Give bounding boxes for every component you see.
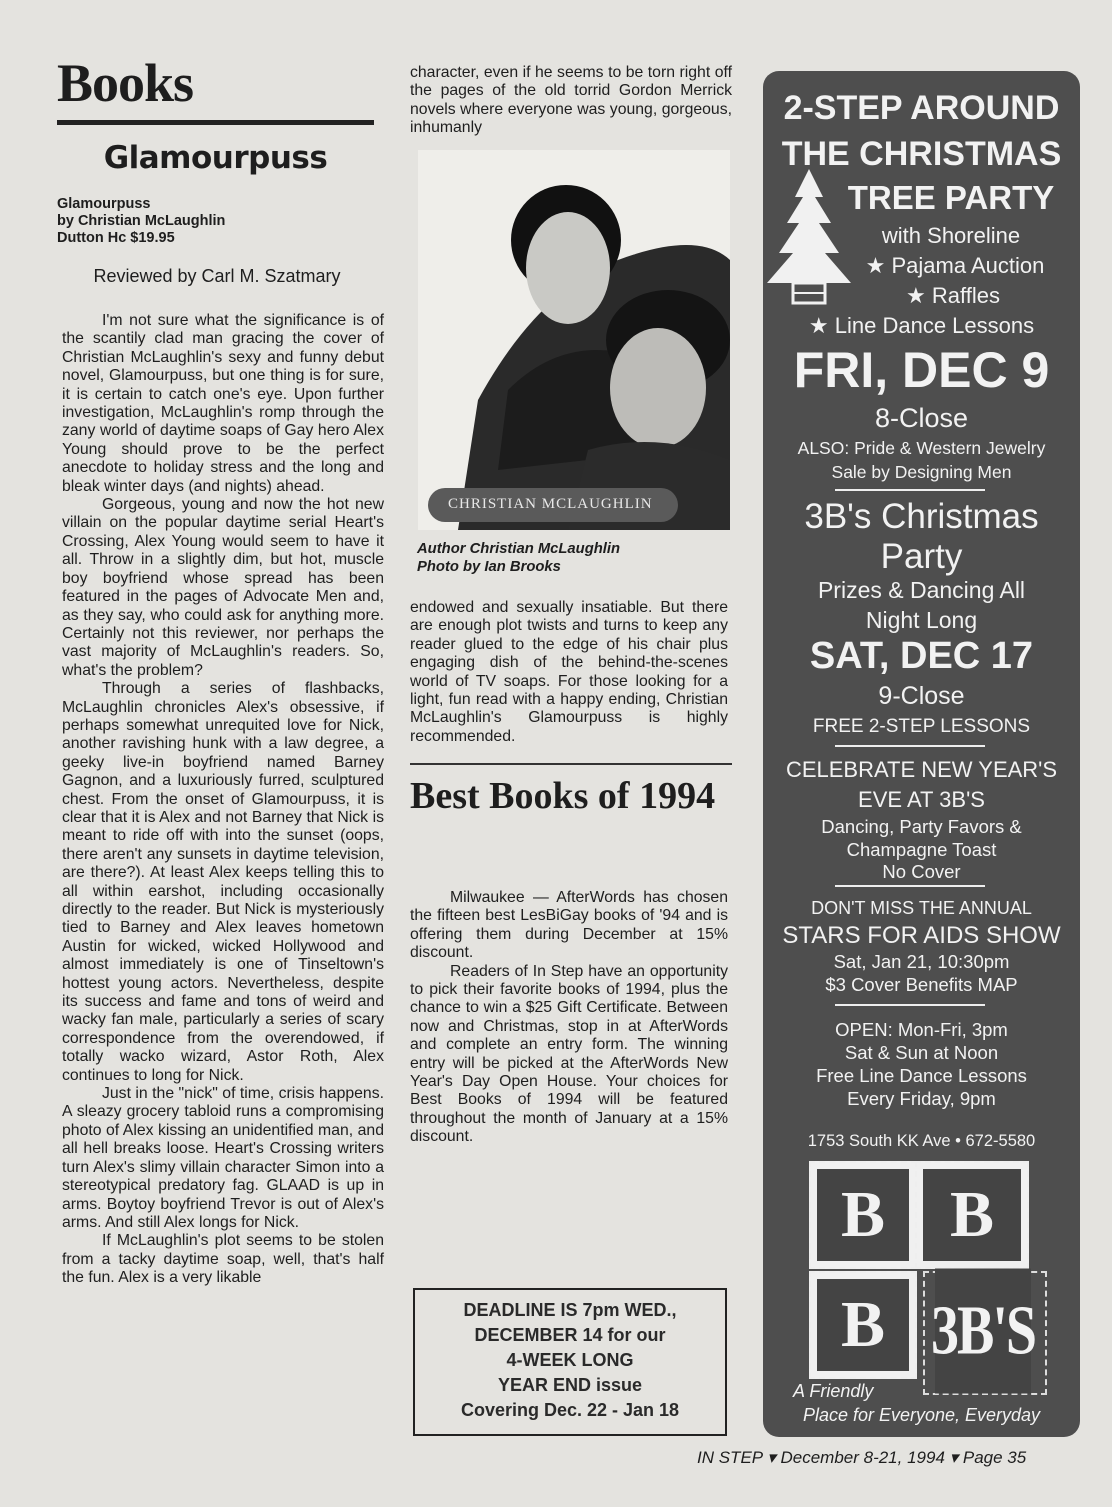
ad-party-desc-2: Night Long [865,607,978,633]
author-photo [418,150,730,530]
best-books-paragraph: Milwaukee — AfterWords has chosen the fifteen best LesBiGay books of '94 and is offering them during December at 15% discount. [410,889,728,962]
best-books-title: Best Books of 1994 [410,775,716,817]
ad-party-title-1: 3B's Christmas [804,497,1039,536]
ad-with-band: with Shoreline [881,223,1021,248]
ad-new-year-3: Dancing, Party Favors & [821,816,1022,837]
ad-divider [835,745,985,747]
ad-free-lessons: FREE 2-STEP LESSONS [812,716,1031,737]
ad-hours-1: OPEN: Mon-Fri, 3pm [835,1019,1008,1040]
book-publisher: Dutton Hc $19.95 [57,230,175,246]
deadline-line: Covering Dec. 22 - Jan 18 [460,1400,680,1420]
ad-headline-1: 2-STEP AROUND [783,89,1060,127]
ad-also-2: Sale by Designing Men [831,462,1012,482]
star-icon: ★ [808,314,829,339]
3bs-advertisement [763,71,1080,1437]
book-info [57,196,377,247]
christmas-tree-icon [765,167,853,307]
ad-feature-line-dance: ★ Line Dance Lessons [808,313,1035,339]
ad-show-cover: $3 Cover Benefits MAP [825,974,1018,995]
logo-3bs: 3B'S [923,1271,1047,1395]
photo-label: CHRISTIAN MCLAUGHLIN [448,496,653,512]
review-column-2-bottom [410,599,728,746]
book-author: by Christian McLaughlin [57,213,226,229]
deadline-line: DEADLINE IS 7pm WED., [463,1300,677,1320]
ad-feature-pajama: ★ Pajama Auction [865,253,1045,279]
review-paragraph: Gorgeous, young and now the hot new villain on the popular daytime serial Heart's Crossing, Alex Young would seem to have it all. Throw in a slightly dim, but hot, muscle boy boyfriend whose spread has been featured in the pages of Advocate Men and, as they say, who could ask for anything more. Certainly not this reviewer, nor perhaps the vast majority of McLaughlin's readers. So, what's the problem? [62,496,384,679]
page-footer: IN STEP ▾ December 8-21, 1994 ▾ Page 35 [697,1448,1027,1467]
review-paragraph: If McLaughlin's plot seems to be stolen from a tacky daytime soap, well, that's half the fun. Alex is a very likable [62,1232,384,1287]
ad-date-2: SAT, DEC 17 [809,635,1034,677]
ad-time-2: 9-Close [878,682,965,710]
reviewer-byline: Reviewed by Carl M. Szatmary [93,266,341,286]
review-paragraph: character, even if he seems to be torn right off the pages of the old torrid Gordon Merrick novels where everyone was young, gorgeous, inhumanly [410,64,732,137]
ad-stars-show: STARS FOR AIDS SHOW [782,922,1061,949]
article-divider [410,763,732,765]
ad-show-date: Sat, Jan 21, 10:30pm [833,951,1010,972]
ad-address: 1753 South KK Ave • 672-5580 [807,1132,1036,1150]
best-books-paragraph: Readers of In Step have an opportunity to pick their favorite books of 1994, plus the chance to win a $25 Gift Certificate. Between now and Christmas, stop in at AfterWords and complete an entry form. The winning entry will be picked at the AfterWords New Year's Day Open House. Your choices for Best Books of 1994 will be featured throughout the month of January at a 15% discount. [410,962,728,1146]
ad-time-1: 8-Close [874,403,969,433]
ad-new-year-5: No Cover [882,861,961,882]
ad-hours-4: Every Friday, 9pm [847,1088,996,1109]
author-photo-image [418,150,730,530]
star-icon: ★ [865,254,886,279]
ad-new-year-1: CELEBRATE NEW YEAR'S [785,757,1058,782]
ad-new-year-2: EVE AT 3B'S [858,787,985,812]
ad-divider [835,1004,985,1006]
review-column-2-top [410,64,732,138]
ad-tagline-1: A Friendly [793,1381,874,1401]
ad-also-1: ALSO: Pride & Western Jewelry [797,438,1046,458]
review-paragraph: endowed and sexually insatiable. But there are enough plot twists and turns to keep any reader glued to the edge of his chair plus engaging dish of the behind-the-scenes world of TV soaps. For those looking for a light, fun read with a happy ending, Christian McLaughlin's Glamourpuss is highly recommended. [410,599,728,745]
ad-divider [835,885,985,887]
ad-new-year-4: Champagne Toast [846,839,997,860]
star-icon: ★ [906,284,926,309]
deadline-line: DECEMBER 14 for our [474,1325,666,1345]
deadline-line: 4-WEEK LONG [506,1350,634,1370]
review-paragraph: I'm not sure what the significance is of the scantily clad man gracing the cover of Christian McLaughlin's sexy and funny debut novel, Glamourpuss, but one thing is for sure, it is certain to catch one's eye. Upon further investigation, McLaughlin's romp through the zany world of daytime soaps of Gay hero Alex Young should prove to be the perfect anecdote to holiday stress and the long and bleak winter days (and nights) ahead. [62,312,384,495]
caption-credit: Photo by Ian Brooks [417,559,561,575]
section-rule [57,120,374,125]
ad-feature-raffles: ★ Raffles [906,283,1000,309]
ad-headline-2: THE CHRISTMAS [781,135,1062,173]
logo-block-b: B [809,1271,917,1379]
logo-block-b: B [809,1161,917,1269]
ad-date-1: FRI, DEC 9 [793,342,1050,398]
review-paragraph: Through a series of flashbacks, McLaughlin chronicles Alex's obsessive, if perhaps somewhat unrequited love for Nick, another ravishing hunk with a law degree, a geeky live-in boyfriend named Barney Gagnon, and a luxuriously furred, sculptured chest. From the onset of Glamourpuss, it is clear that it is Alex and not Barney that Nick is meant to ride off with into the sunset (oops, there aren't any sunsets in daytime television, are there?). At least Alex keeps telling this to all within earshot, including occasionally directly to the reader. But Nick is mysteriously tied to Barney and Alex leaves hometown Austin for wicked, wicked Hollywood and almost immediately is one of Tinseltown's hottest young actors. Nevertheless, despite its success and fame and tons of weird and wacky fan male, particularly a series of scary correspondence from the overendowed, if totally wacko wizard, Astor Roth, Alex continues to long for Nick. [62,680,384,1084]
ad-divider [835,489,985,491]
photo-caption [417,540,620,576]
article-title: Glamourpuss [103,140,328,176]
ad-headline-3: TREE PARTY [847,179,1055,216]
ad-dont-miss: DON'T MISS THE ANNUAL [811,898,1032,918]
section-title: Books [57,53,194,113]
ad-tagline-2: Place for Everyone, Everyday [802,1405,1041,1425]
ad-hours-2: Sat & Sun at Noon [844,1042,999,1063]
review-column-1 [62,312,384,1288]
caption-author: Author Christian McLaughlin [417,541,621,557]
ad-party-desc-1: Prizes & Dancing All [817,577,1026,603]
deadline-line: YEAR END issue [497,1375,643,1395]
ad-hours-3: Free Line Dance Lessons [816,1065,1027,1086]
ad-party-title-2: Party [880,537,963,576]
logo-block-b: B [915,1161,1029,1269]
best-books-body [410,889,728,1147]
deadline-notice [413,1288,727,1436]
review-paragraph: Just in the "nick" of time, crisis happens. A sleazy grocery tabloid runs a compromising photo of Alex kissing an unidentified man, and all hell breaks loose. Heart's Crossing writers turn Alex's slimy villain character Simon into a stereotypical predatory fag. GLAAD is up in arms. Boytoy boyfriend Trevor is out of Alex's arms. And still Alex longs for Nick. [62,1085,384,1231]
book-title: Glamourpuss [57,196,151,212]
